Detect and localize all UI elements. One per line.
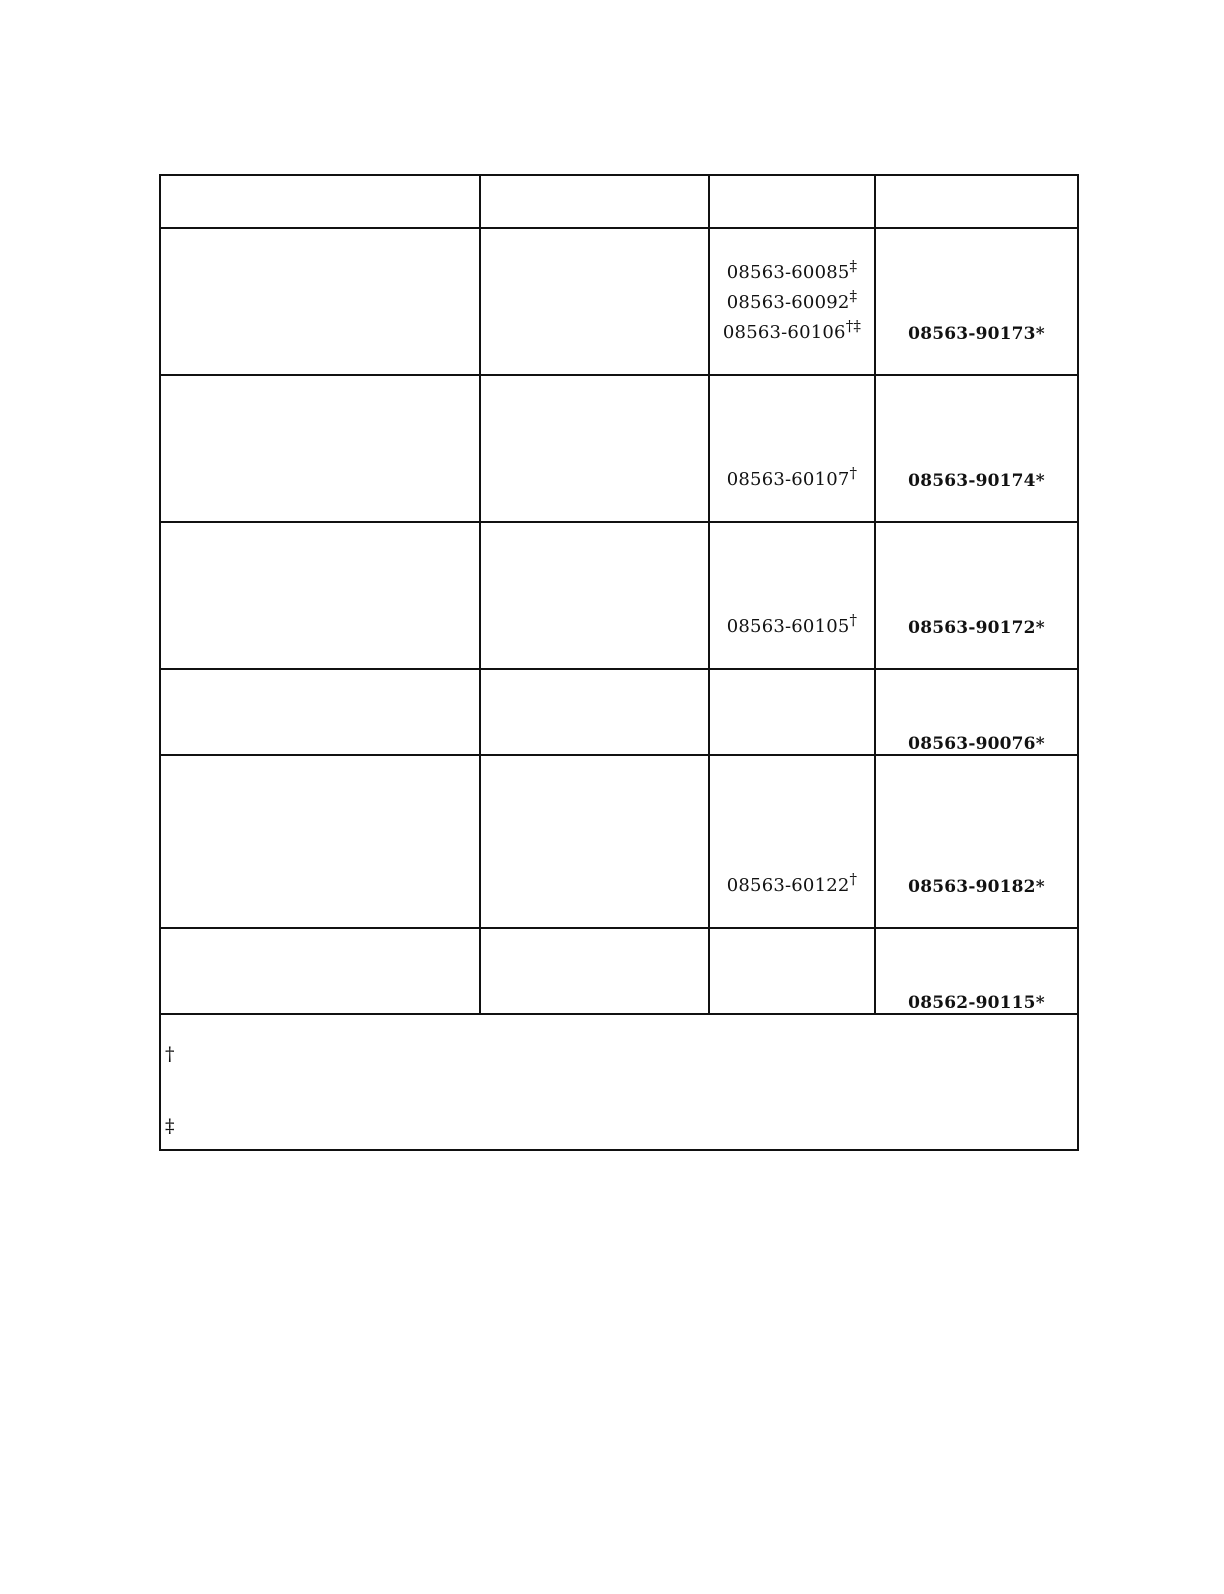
header-row: [160, 175, 1078, 228]
dagger-footnote-symbol: †: [165, 1043, 175, 1065]
part-number: 08563-60122†: [726, 870, 858, 896]
footnote-row: [160, 1014, 1078, 1150]
manual-part-number: 08563-90173*: [908, 324, 1045, 344]
part-number: 08563-60092‡: [726, 287, 858, 313]
description-cell: [160, 228, 480, 375]
option-cell: [480, 522, 709, 669]
part-number: 08563-60107†: [726, 464, 858, 490]
part-number: 08563-60105†: [726, 611, 858, 637]
footnote-mark: †: [849, 464, 858, 482]
manual-number-cell: [875, 928, 1078, 1014]
manual-number-cell: [875, 669, 1078, 755]
manual-part-number: 08563-90182*: [908, 877, 1045, 897]
description-cell: [160, 522, 480, 669]
table-row: [160, 755, 1078, 928]
part-number: 08563-60106†‡: [722, 317, 862, 343]
part-number-cell: [709, 522, 875, 669]
header-cell-4: [875, 175, 1078, 228]
manual-number-cell: [875, 522, 1078, 669]
footnote-mark: ‡: [849, 257, 858, 275]
part-number-cell: [709, 669, 875, 755]
manual-part-number: 08563-90076*: [908, 734, 1045, 754]
manual-number-cell: [875, 755, 1078, 928]
description-cell: [160, 375, 480, 522]
part-number-cell: [709, 928, 875, 1014]
header-cell-1: [160, 175, 480, 228]
table-row: [160, 669, 1078, 755]
manual-part-number: 08562-90115*: [908, 993, 1045, 1013]
footnote-mark: †‡: [845, 317, 862, 335]
part-number: 08563-60085‡: [726, 257, 858, 283]
header-cell-3: [709, 175, 875, 228]
option-cell: [480, 375, 709, 522]
description-cell: [160, 928, 480, 1014]
table-row: [160, 375, 1078, 522]
header-cell-2: [480, 175, 709, 228]
table-row: [160, 228, 1078, 375]
manual-part-number: 08563-90172*: [908, 618, 1045, 638]
description-cell: [160, 755, 480, 928]
option-cell: [480, 928, 709, 1014]
table-row: [160, 928, 1078, 1014]
part-number-cell: [709, 228, 875, 375]
option-cell: [480, 669, 709, 755]
part-number-cell: [709, 375, 875, 522]
description-cell: [160, 669, 480, 755]
footnote-mark: †: [849, 870, 858, 888]
manual-number-cell: [875, 375, 1078, 522]
manual-number-cell: [875, 228, 1078, 375]
double-dagger-footnote-symbol: ‡: [165, 1115, 175, 1137]
option-cell: [480, 755, 709, 928]
footnote-cell: [160, 1014, 1078, 1150]
table-row: [160, 522, 1078, 669]
manual-part-number: 08563-90174*: [908, 471, 1045, 491]
option-parts-table: [159, 174, 1079, 1151]
footnote-mark: ‡: [849, 287, 858, 305]
footnote-mark: †: [849, 611, 858, 629]
option-cell: [480, 228, 709, 375]
part-number-cell: [709, 755, 875, 928]
